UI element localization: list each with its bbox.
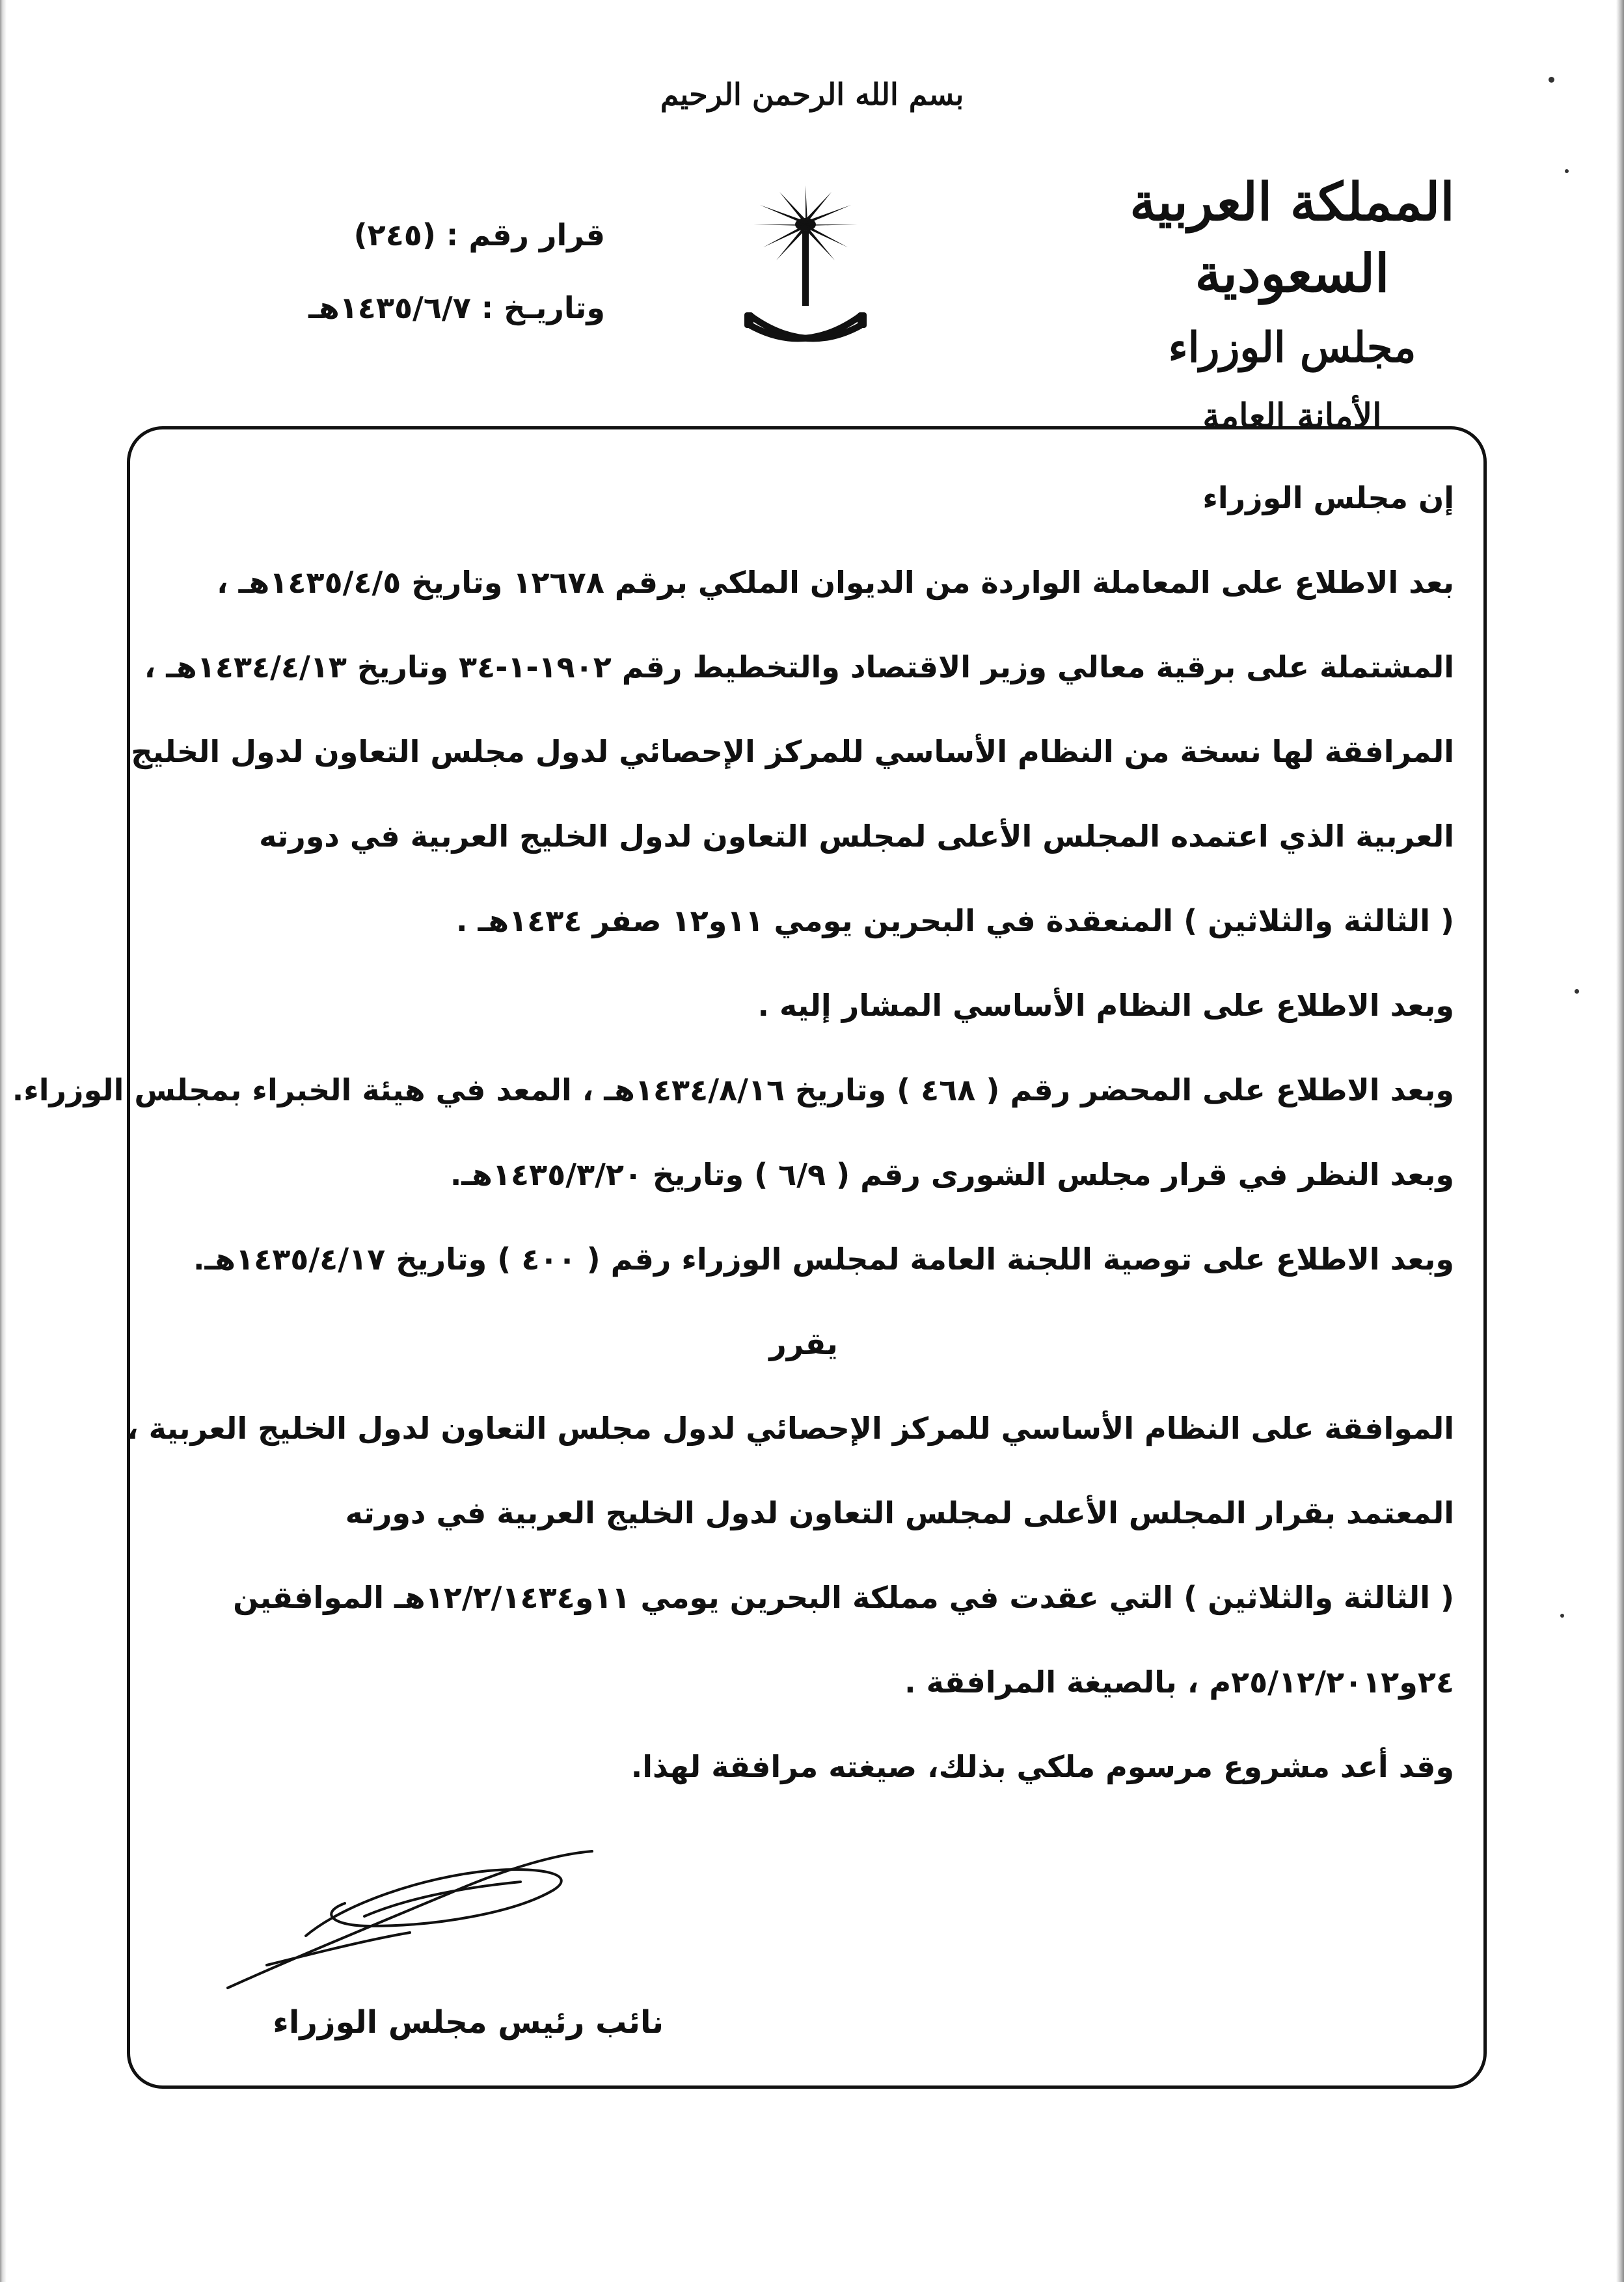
- decision-date: وتاريـخ : ١٤٣٥/٦/٧هـ: [308, 290, 605, 325]
- preamble-line: المرافقة لها نسخة من النظام الأساسي للمركز الإحصائي لدول مجلس التعاون لدول الخليج: [131, 734, 1454, 769]
- letterhead-kingdom: المملكة العربية السعودية: [1130, 171, 1455, 304]
- preamble-line: وبعد النظر في قرار مجلس الشورى رقم ( ٦/٩ ) وتاريخ ١٤٣٥/٣/٢٠هـ.: [450, 1157, 1454, 1192]
- resolves-heading: يقرر: [769, 1326, 838, 1361]
- resolution-line: المعتمد بقرار المجلس الأعلى لمجلس التعاون لدول الخليج العربية في دورته: [345, 1495, 1454, 1530]
- basmala: بسم الله الرحمن الرحيم: [660, 77, 964, 112]
- closing-line: وقد أعد مشروع مرسوم ملكي بذلك، صيغته مرافقة لهذا.: [630, 1749, 1454, 1784]
- scan-edge-right: [1616, 0, 1624, 2282]
- decision-info: [280, 198, 605, 344]
- scan-speck: [1560, 1614, 1564, 1618]
- decision-body: [12, 455, 1454, 1809]
- preamble-line: العربية الذي اعتمده المجلس الأعلى لمجلس التعاون لدول الخليج العربية في دورته: [259, 819, 1454, 854]
- letterhead-council: مجلس الوزراء: [1168, 323, 1416, 372]
- decision-number: قرار رقم : (٢٤٥): [353, 217, 605, 252]
- scan-edge-left: [0, 0, 7, 2282]
- resolution-line: ٢٤و٢٥/١٢/٢٠١٢م ، بالصيغة المرافقة .: [904, 1664, 1454, 1700]
- resolution-line: الموافقة على النظام الأساسي للمركز الإحصائي لدول مجلس التعاون لدول الخليج العربية ،: [127, 1411, 1454, 1446]
- signature-icon: [215, 1841, 605, 1998]
- scan-speck: [1565, 169, 1569, 173]
- opening-line: إن مجلس الوزراء: [1202, 480, 1454, 515]
- letterhead-secretariat: الأمانة العامة: [1202, 396, 1382, 436]
- preamble-line: المشتملة على برقية معالي وزير الاقتصاد والتخطيط رقم ١٩٠٢-١-٣٤ وتاريخ ١٤٣٤/٤/١٣هـ ،: [144, 649, 1454, 685]
- scan-speck: [1575, 989, 1579, 994]
- resolution-line: ( الثالثة والثلاثين ) التي عقدت في مملكة البحرين يومي ١١و١٢/٢/١٤٣٤هـ الموافقين: [233, 1580, 1454, 1615]
- preamble-line: وبعد الاطلاع على النظام الأساسي المشار إليه .: [757, 988, 1454, 1023]
- signatory-title: نائب رئيس مجلس الوزراء: [273, 2004, 664, 2041]
- preamble-line: وبعد الاطلاع على توصية اللجنة العامة لمجلس الوزراء رقم ( ٤٠٠ ) وتاريخ ١٤٣٥/٤/١٧هـ.: [193, 1242, 1454, 1277]
- palm-swords-emblem-icon: [740, 185, 871, 361]
- preamble-line: وبعد الاطلاع على المحضر رقم ( ٤٦٨ ) وتاريخ ١٤٣٤/٨/١٦هـ ، المعد في هيئة الخبراء بمجلس الوزراء.: [12, 1072, 1454, 1107]
- letterhead: [1038, 166, 1546, 446]
- preamble-line: بعد الاطلاع على المعاملة الواردة من الديوان الملكي برقم ١٢٦٧٨ وتاريخ ١٤٣٥/٤/٥هـ ،: [217, 565, 1454, 600]
- preamble-line: ( الثالثة والثلاثين ) المنعقدة في البحرين يومي ١١و١٢ صفر ١٤٣٤هـ .: [455, 903, 1454, 938]
